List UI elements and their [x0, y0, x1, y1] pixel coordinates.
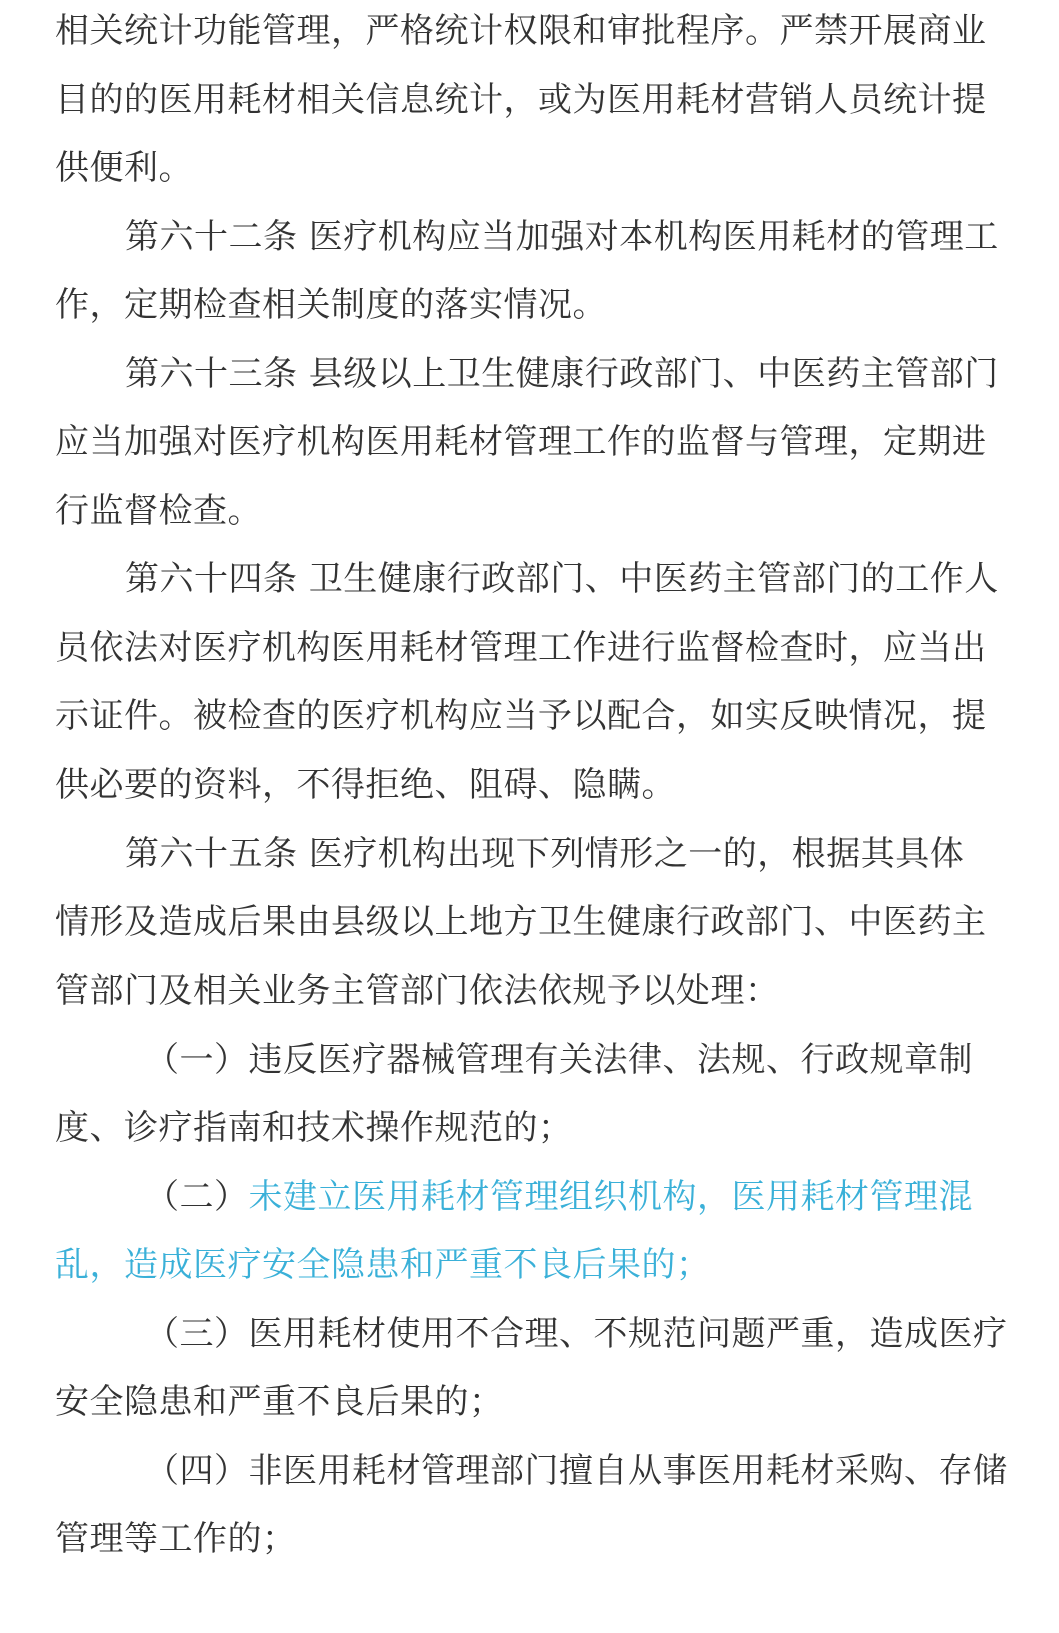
paragraph-line: 目的的医用耗材相关信息统计，或为医用耗材营销人员统计提	[55, 80, 987, 120]
item-3-line: 安全隐患和严重不良后果的；	[55, 1382, 504, 1422]
paragraph-line: 供便利。	[55, 148, 193, 188]
article-62-line: 第六十二条 医疗机构应当加强对本机构医用耗材的管理工	[125, 217, 999, 257]
item-4-line: 管理等工作的；	[55, 1519, 297, 1559]
article-64-line: 供必要的资料，不得拒绝、阻碍、隐瞒。	[55, 765, 676, 805]
highlighted-text: 乱，造成医疗安全隐患和严重不良后果的；	[55, 1245, 711, 1285]
article-65-line: 情形及造成后果由县级以上地方卫生健康行政部门、中医药主	[55, 902, 987, 942]
article-63-line: 第六十三条 县级以上卫生健康行政部门、中医药主管部门	[125, 354, 999, 394]
highlighted-text: 未建立医用耗材管理组织机构，医用耗材管理混	[248, 1177, 973, 1217]
article-64-line: 第六十四条 卫生健康行政部门、中医药主管部门的工作人	[125, 559, 999, 599]
article-63-line: 应当加强对医疗机构医用耗材管理工作的监督与管理，定期进	[55, 422, 987, 462]
paragraph-line: 相关统计功能管理，严格统计权限和审批程序。严禁开展商业	[55, 11, 987, 51]
article-65-line: 第六十五条 医疗机构出现下列情形之一的，根据其具体	[125, 834, 965, 874]
item-1-line: （一）违反医疗器械管理有关法律、法规、行政规章制	[145, 1040, 973, 1080]
article-64-line: 员依法对医疗机构医用耗材管理工作进行监督检查时，应当出	[55, 628, 987, 668]
article-65-line: 管部门及相关业务主管部门依法依规予以处理：	[55, 971, 780, 1011]
item-2-prefix: （二）	[145, 1177, 249, 1217]
article-62-line: 作，定期检查相关制度的落实情况。	[55, 285, 607, 325]
item-4-line: （四）非医用耗材管理部门擅自从事医用耗材采购、存储	[145, 1451, 1008, 1491]
article-63-line: 行监督检查。	[55, 491, 262, 531]
item-3-line: （三）医用耗材使用不合理、不规范问题严重，造成医疗	[145, 1314, 1008, 1354]
item-2-line	[145, 1172, 973, 1222]
article-64-line: 示证件。被检查的医疗机构应当予以配合，如实反映情况，提	[55, 696, 987, 736]
item-1-line: 度、诊疗指南和技术操作规范的；	[55, 1108, 573, 1148]
